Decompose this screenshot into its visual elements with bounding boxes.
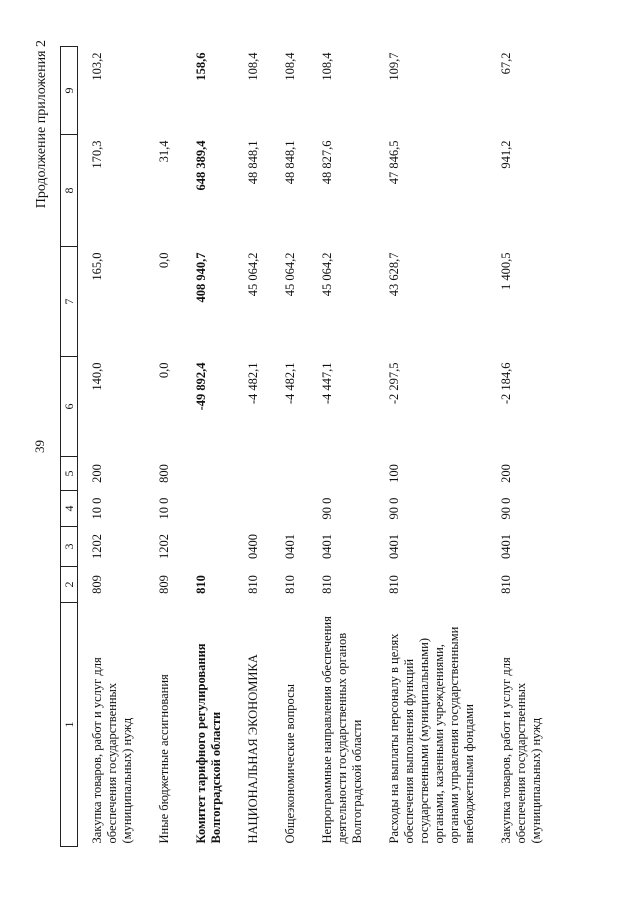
column-header: 3 (61, 527, 78, 567)
cell-section: 1202 (157, 534, 171, 559)
table-header-row (61, 47, 78, 847)
cell-value: 1 400,5 (499, 252, 513, 290)
cell-value: -2 297,5 (387, 362, 401, 405)
cell-percent: 103,2 (90, 52, 104, 81)
column-header: 4 (61, 491, 78, 527)
cell-section: 0400 (246, 534, 260, 559)
cell-value: 48 848,1 (246, 140, 260, 185)
cell-value: 48 848,1 (283, 140, 297, 185)
cell-percent: 108,4 (320, 52, 334, 81)
column-header: 9 (61, 47, 78, 135)
cell-percent: 67,2 (499, 52, 513, 75)
cell-expense-type (271, 457, 308, 491)
table-row (271, 47, 308, 847)
cell-value: 47 846,5 (387, 140, 401, 185)
cell-ministry: 810 (387, 575, 401, 594)
table-row (375, 47, 487, 847)
cell-target: 90 0 (499, 497, 513, 520)
cell-value: 0,0 (157, 362, 171, 379)
table-row (487, 47, 554, 847)
cell-value: 941,2 (499, 140, 513, 169)
cell-section: 0401 (387, 534, 401, 559)
row-name: Комитет тарифного регулирования Волгоградской области (194, 643, 223, 844)
column-header: 6 (61, 357, 78, 457)
column-header: 8 (61, 135, 78, 247)
cell-expense-type (234, 457, 271, 491)
cell-target (234, 491, 271, 527)
cell-percent: 108,4 (246, 52, 260, 81)
cell-ministry: 810 (283, 575, 297, 594)
table-row (182, 47, 234, 847)
row-name: Непрограммные направления обеспечения деятельности государственных органов Волгоградской области (320, 616, 364, 844)
cell-value: -2 184,6 (499, 362, 513, 405)
cell-section: 0401 (499, 534, 513, 559)
row-name: Общеэкономические вопросы (283, 683, 297, 844)
cell-target (182, 491, 234, 527)
cell-section: 0401 (283, 534, 297, 559)
cell-target: 10 0 (90, 497, 104, 520)
cell-ministry: 810 (246, 575, 260, 594)
cell-percent: 158,6 (194, 52, 208, 81)
page-number: 39 (32, 440, 47, 453)
cell-value: 648 389,4 (194, 140, 208, 191)
continuation-caption: Продолжение приложения 2 (34, 40, 49, 209)
cell-value: 408 940,7 (194, 252, 208, 303)
cell-target: 10 0 (157, 497, 171, 520)
cell-value: -49 892,4 (194, 362, 208, 411)
cell-value: 43 628,7 (387, 252, 401, 297)
cell-ministry: 809 (90, 575, 104, 594)
cell-section (182, 527, 234, 567)
cell-value: 165,0 (90, 252, 104, 281)
cell-target: 90 0 (387, 497, 401, 520)
cell-value: 140,0 (90, 362, 104, 391)
cell-expense-type (182, 457, 234, 491)
column-header: 7 (61, 247, 78, 357)
cell-target (271, 491, 308, 527)
cell-ministry: 809 (157, 575, 171, 594)
cell-value: 48 827,6 (320, 140, 334, 185)
cell-expense-type: 800 (157, 464, 171, 483)
cell-target: 90 0 (320, 497, 334, 520)
cell-section: 0401 (320, 534, 334, 559)
row-name: Иные бюджетные ассигнования (157, 674, 171, 844)
cell-expense-type: 200 (90, 464, 104, 483)
row-name: Расходы на выплаты персоналу в целях обеспечения выполнения функций государственными (муниципальными) органами, казенными учреждениями, органами управления государственными внебюджетными фондами (387, 626, 476, 844)
cell-expense-type: 200 (499, 464, 513, 483)
table-row (78, 47, 146, 847)
cell-percent (145, 47, 182, 135)
cell-expense-type (308, 457, 375, 491)
cell-value: 45 064,2 (246, 252, 260, 297)
cell-value: 31,4 (157, 140, 171, 163)
budget-table (60, 46, 554, 847)
cell-ministry: 810 (320, 575, 334, 594)
table-row (234, 47, 271, 847)
cell-ministry: 810 (194, 575, 208, 594)
cell-section: 1202 (90, 534, 104, 559)
table-row (308, 47, 375, 847)
cell-value: -4 447,1 (320, 362, 334, 405)
column-header: 1 (61, 603, 78, 847)
cell-value: 45 064,2 (320, 252, 334, 297)
cell-value: -4 482,1 (246, 362, 260, 405)
row-name: Закупка товаров, работ и услуг для обеспечения государственных (муниципальных) нужд (90, 657, 134, 844)
cell-value: 0,0 (157, 252, 171, 269)
table-row (145, 47, 182, 847)
cell-percent: 109,7 (387, 52, 401, 81)
cell-value: -4 482,1 (283, 362, 297, 405)
cell-value: 45 064,2 (283, 252, 297, 297)
column-header: 2 (61, 567, 78, 603)
cell-percent: 108,4 (283, 52, 297, 81)
cell-value: 170,3 (90, 140, 104, 169)
row-name: НАЦИОНАЛЬНАЯ ЭКОНОМИКА (246, 654, 260, 844)
cell-expense-type: 100 (387, 464, 401, 483)
cell-ministry: 810 (499, 575, 513, 594)
column-header: 5 (61, 457, 78, 491)
row-name: Закупка товаров, работ и услуг для обеспечения государственных (муниципальных) нужд (499, 657, 543, 844)
